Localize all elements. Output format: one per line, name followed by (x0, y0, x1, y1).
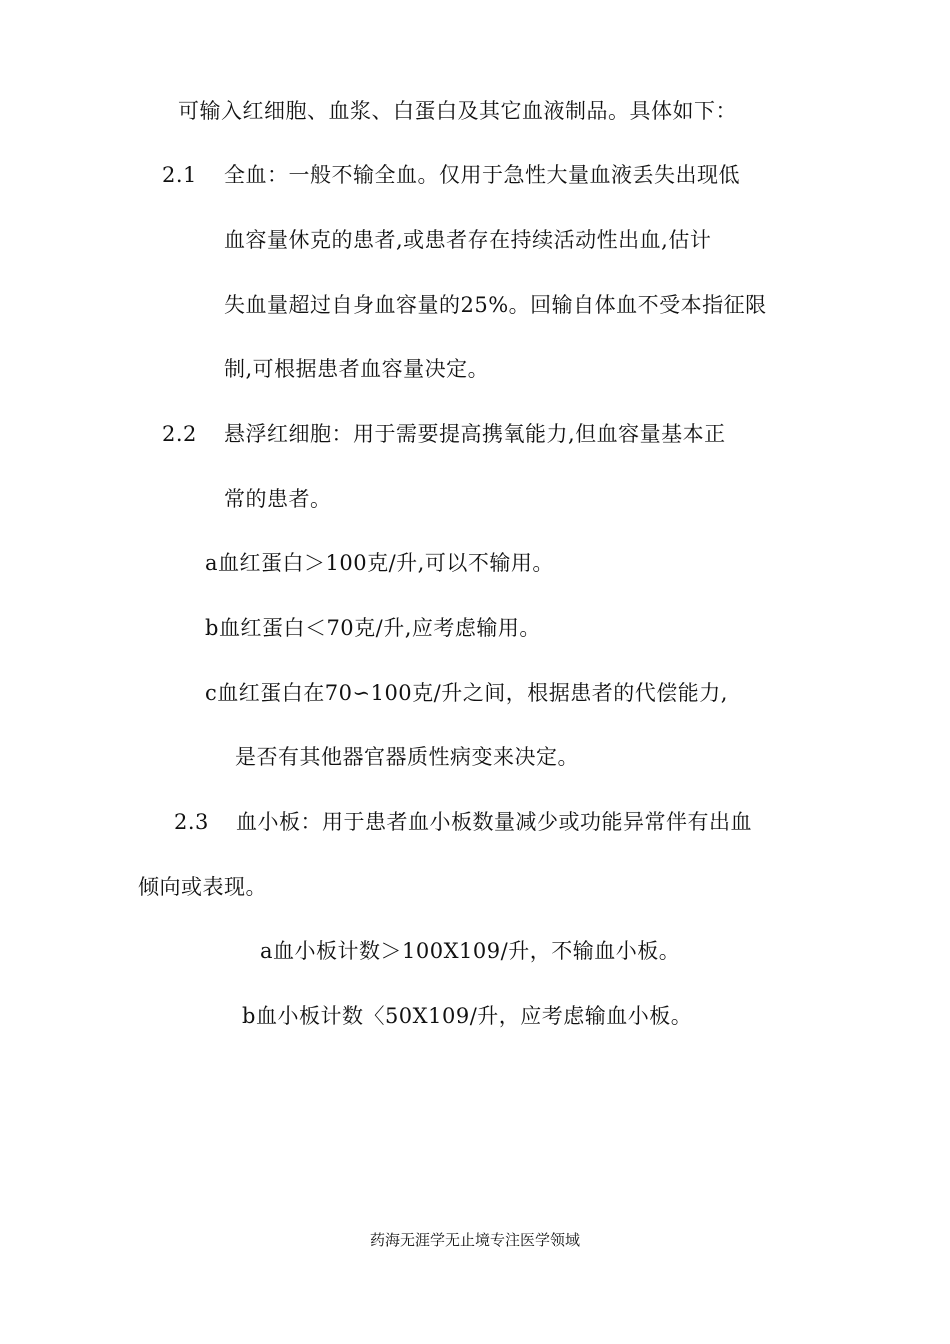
section-text: 血小板：用于患者血小板数量减少或功能异常伴有出血 (236, 810, 752, 834)
list-item: b血小板计数〈50X109/升，应考虑输血小板。 (242, 1004, 693, 1028)
section-2-1-line: 失血量超过自身血容量的25%。回输自体血不受本指征限 (224, 293, 767, 317)
list-item: a血小板计数＞100X109/升，不输血小板。 (260, 939, 681, 963)
section-2-2-first-line (162, 419, 726, 449)
section-number: 2.1 (162, 163, 197, 187)
section-text: 悬浮红细胞：用于需要提高携氧能力,但血容量基本正 (224, 422, 726, 446)
section-text: 全血：一般不输全血。仅用于急性大量血液丢失出现低 (224, 163, 740, 187)
section-2-1-line: 血容量休克的患者,或患者存在持续活动性出血,估计 (224, 228, 712, 252)
section-number: 2.3 (174, 810, 209, 834)
list-item: a血红蛋白＞100克/升,可以不输用。 (205, 551, 554, 575)
intro-paragraph: 可输入红细胞、血浆、白蛋白及其它血液制品。具体如下： (178, 99, 737, 123)
section-2-1-first-line (162, 160, 740, 190)
section-number: 2.2 (162, 422, 197, 446)
list-item: c血红蛋白在70∽100克/升之间，根据患者的代偿能力, (205, 681, 728, 705)
section-2-2-line: 常的患者。 (224, 487, 332, 511)
list-item-continuation: 是否有其他器官器质性病变来决定。 (235, 745, 579, 769)
list-item: b血红蛋白＜70克/升,应考虑输用。 (205, 616, 541, 640)
section-2-1-line: 制,可根据患者血容量决定。 (224, 357, 490, 381)
section-2-3-first-line (174, 807, 752, 837)
section-2-3-line: 倾向或表现。 (138, 875, 267, 899)
page-footer: 药海无涯学无止境专注医学领域 (369, 1231, 580, 1249)
